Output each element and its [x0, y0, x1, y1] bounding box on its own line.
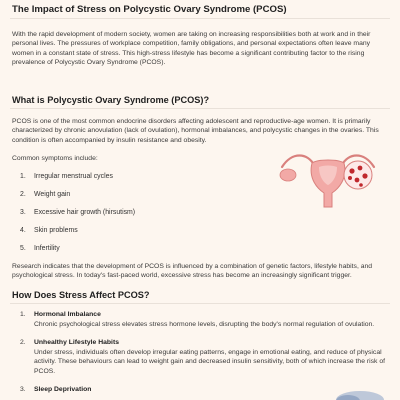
list-item [20, 244, 60, 253]
list-item [20, 208, 135, 217]
list-number: 2. [20, 191, 26, 198]
list-number: 5. [20, 245, 26, 252]
list-item [20, 190, 70, 199]
symptoms-intro: Common symptoms include: [12, 155, 98, 162]
divider [10, 108, 390, 109]
list-item [20, 226, 78, 235]
decorative-image-icon [320, 388, 390, 400]
list-number: 2. [20, 339, 26, 346]
list-number: 1. [20, 311, 26, 318]
item-body: Under stress, individuals often develop irregular eating patterns, engage in emotional eating, and reduce of physical activity. These behaviours can lead to weight gain and decreased insulin sensitivity, both of which increase the risk of PCOS. [34, 349, 385, 375]
intro-paragraph: With the rapid development of modern society, women are taking on increasing responsibilities both at work and in their personal lives. The pressures of workplace competition, family obligations, and personal expectations often leave many women in a constant state of stress. This high-stress lifestyle has become a significant contributing factor to the rising prevalence of Polycystic Ovary Syndrome (PCOS). [12, 31, 371, 67]
divider [10, 303, 390, 304]
list-text: Irregular menstrual cycles [34, 173, 113, 180]
list-number: 4. [20, 227, 26, 234]
list-text: Excessive hair growth (hirsutism) [34, 209, 136, 216]
item-title: Unhealthy Lifestyle Habits [34, 339, 119, 346]
uterus-ovary-icon [278, 145, 378, 215]
list-number: 3. [20, 386, 26, 393]
list-number: 1. [20, 173, 26, 180]
section-heading-stress-affect: How Does Stress Affect PCOS? [12, 290, 150, 300]
research-paragraph: Research indicates that the development of PCOS is influenced by a combination of genetic factors, lifestyle habits, and psychological stress. In today's fast-paced world, excessive stress has become an increasingly significant trigger. [12, 263, 373, 280]
list-number: 3. [20, 209, 26, 216]
section-heading-what-is-pcos: What is Polycystic Ovary Syndrome (PCOS)? [12, 95, 210, 105]
list-text: Infertility [34, 245, 60, 252]
divider [10, 18, 390, 19]
item-title: Sleep Deprivation [34, 386, 92, 393]
article-title: The Impact of Stress on Polycystic Ovary Syndrome (PCOS) [12, 4, 287, 15]
list-text: Skin problems [34, 227, 78, 234]
item-body: Chronic psychological stress elevates stress hormone levels, disrupting the body's normal regulation of ovulation. [34, 321, 375, 328]
list-text: Weight gain [34, 191, 71, 198]
pcos-definition-paragraph: PCOS is one of the most common endocrine disorders affecting adolescent and reproductive-age women. It is primarily characterized by chronic anovulation (lack of ovulation), hormonal imbalances, and polycystic changes in the ovaries. This condition is often accompanied by insulin resistance and obesity. [12, 118, 379, 144]
item-title: Hormonal Imbalance [34, 311, 101, 318]
list-item [20, 172, 113, 181]
